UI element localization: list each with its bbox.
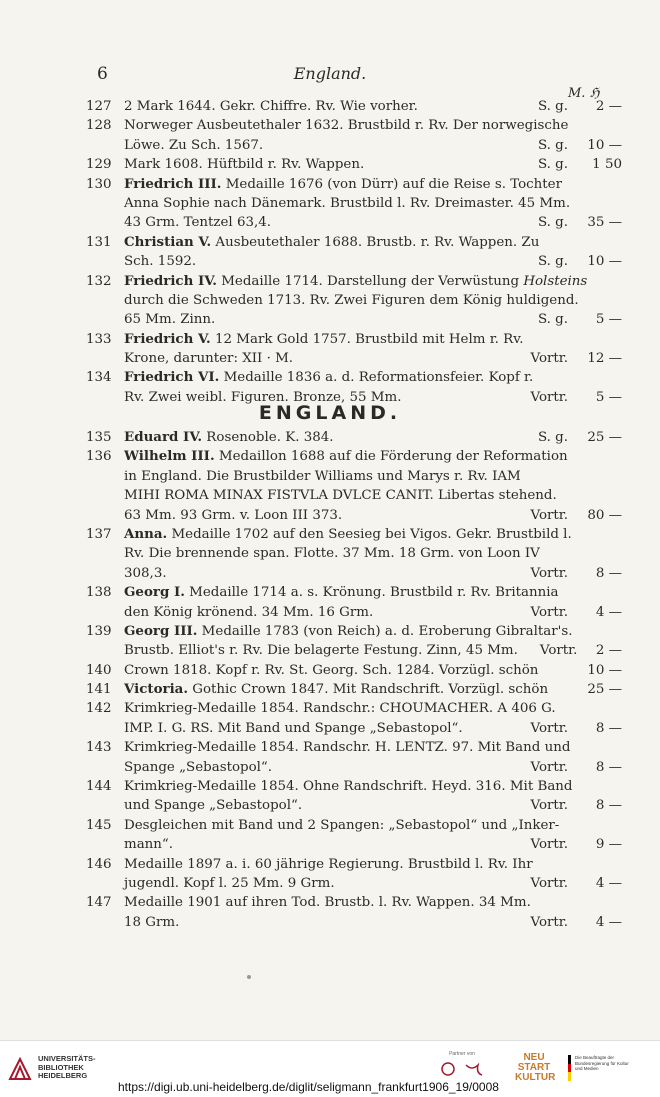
ub-heidelberg-icon bbox=[8, 1055, 32, 1081]
entry-last-line bbox=[124, 428, 626, 447]
catalog-entry bbox=[86, 622, 626, 661]
lot-number: 127 bbox=[86, 99, 112, 114]
lot-price: 8 — bbox=[595, 798, 622, 814]
entry-text-line: Friedrich V. 12 Mark Gold 1757. Brustbild mit Helm r. Rv. bbox=[124, 330, 524, 347]
entries-england bbox=[86, 428, 626, 932]
entry-last-line bbox=[124, 213, 626, 232]
catalog-entry bbox=[86, 661, 626, 680]
catalog-entry bbox=[86, 525, 626, 583]
provenance-marker: Vortr. bbox=[539, 643, 578, 659]
lot-number: 141 bbox=[86, 682, 112, 698]
provenance-marker: Vortr. bbox=[530, 507, 568, 523]
entry-text-line: Krimkrieg-Medaille 1854. Randschr.: CHOUMACHER. A 406 G. bbox=[124, 701, 556, 717]
catalog-entry bbox=[86, 680, 626, 699]
section-title: ENGLAND. bbox=[258, 402, 402, 424]
entry-text-line: Norweger Ausbeutethaler 1632. Brustbild r. Rv. Der norwegische bbox=[124, 118, 569, 134]
bkm-logo[interactable] bbox=[568, 1055, 635, 1081]
entry-text-line: Desgleichen mit Band und 2 Spangen: „Sebastopol“ und „Inker- bbox=[124, 817, 560, 833]
lot-price: 4 — bbox=[595, 914, 622, 930]
neustart-line-1: NEU bbox=[523, 1052, 545, 1063]
catalog-entry bbox=[86, 583, 626, 622]
partner-emblem-icon bbox=[432, 1057, 492, 1079]
catalog-entry bbox=[86, 330, 626, 369]
entry-text-line: mann“. bbox=[124, 837, 174, 853]
lot-number: 129 bbox=[86, 157, 112, 173]
catalog-entry bbox=[86, 777, 626, 816]
catalog-entry bbox=[86, 893, 626, 932]
entry-last-line bbox=[124, 913, 626, 932]
lot-price: 25 — bbox=[587, 682, 622, 698]
lot-price: 4 — bbox=[595, 875, 622, 891]
entry-text-line: Anna. Medaille 1702 auf den Seesieg bei Vigos. Gekr. Brustbild l. bbox=[124, 525, 572, 542]
lot-number: 146 bbox=[86, 856, 112, 872]
catalog-entry bbox=[86, 699, 626, 738]
catalog-entry bbox=[86, 155, 626, 174]
entry-last-line bbox=[124, 758, 626, 777]
lot-price: 8 — bbox=[595, 759, 622, 775]
entry-text-line: 18 Grm. bbox=[124, 914, 180, 930]
lot-number: 142 bbox=[86, 701, 112, 717]
provenance-marker: S. g. bbox=[537, 137, 568, 153]
lot-price: 9 — bbox=[595, 837, 622, 853]
entry-last-line bbox=[124, 155, 626, 174]
entry-text-line: den König krönend. 34 Mm. 16 Grm. bbox=[124, 604, 374, 620]
entry-text-line: 63 Mm. 93 Grm. v. Loon III 373. bbox=[124, 507, 343, 523]
partner-label: Partner von bbox=[449, 1051, 475, 1057]
running-title: England. bbox=[293, 64, 367, 83]
entry-text-line: Rv. Zwei weibl. Figuren. Bronze, 55 Mm. bbox=[124, 389, 402, 405]
catalog-entry bbox=[86, 855, 626, 894]
lot-price: 1 50 bbox=[592, 157, 622, 173]
entry-text-line: Friedrich IV. Medaille 1714. Darstellung der Verwüstung Holsteins bbox=[124, 272, 588, 289]
lot-price: 10 — bbox=[587, 662, 622, 678]
lot-price: 8 — bbox=[595, 565, 622, 581]
entry-last-line bbox=[124, 564, 626, 583]
entry-text-line: Friedrich VI. Medaille 1836 a. d. Reformationsfeier. Kopf r. bbox=[124, 369, 534, 386]
lot-number: 134 bbox=[86, 370, 112, 386]
entries-denmark bbox=[86, 97, 626, 407]
university-library-logo[interactable] bbox=[8, 1055, 96, 1081]
provenance-marker: S. g. bbox=[537, 312, 568, 328]
entry-last-line bbox=[124, 680, 626, 699]
entry-text-line: IMP. I. G. RS. Mit Band und Spange „Sebastopol“. bbox=[124, 720, 463, 736]
entry-text-line: 43 Grm. Tentzel 63,4. bbox=[124, 215, 272, 231]
entry-last-line bbox=[124, 835, 626, 854]
ub-line-2: BIBLIOTHEK bbox=[38, 1062, 84, 1072]
partner-logos[interactable] bbox=[432, 1051, 492, 1081]
provenance-marker: Vortr. bbox=[530, 604, 568, 620]
provenance-marker: Vortr. bbox=[530, 875, 568, 891]
entry-text-line: Christian V. Ausbeutethaler 1688. Brustb. r. Rv. Wappen. Zu bbox=[124, 233, 540, 250]
catalog-entry bbox=[86, 233, 626, 272]
provenance-marker bbox=[538, 661, 586, 680]
entry-text-line: Georg I. Medaille 1714 a. s. Krönung. Brustbild r. Rv. Britannia bbox=[124, 584, 559, 601]
page-mark bbox=[247, 975, 251, 979]
catalog-entry bbox=[86, 816, 626, 855]
lot-price: 5 — bbox=[595, 389, 622, 405]
lot-price: 25 — bbox=[587, 430, 622, 445]
ub-line-3: HEIDELBERG bbox=[38, 1071, 88, 1081]
catalog-entry bbox=[86, 175, 626, 233]
entry-last-line bbox=[124, 796, 626, 815]
provenance-marker: Vortr. bbox=[530, 565, 568, 581]
catalog-entry bbox=[86, 272, 626, 330]
entry-text-line: Rv. Die brennende span. Flotte. 37 Mm. 18 Grm. von Loon IV bbox=[124, 546, 540, 562]
provenance-marker: Vortr. bbox=[530, 798, 568, 814]
entry-text-line: Medaille 1897 a. i. 60 jährige Regierung. Brustbild l. Rv. Ihr bbox=[124, 856, 533, 872]
lot-number: 128 bbox=[86, 118, 112, 134]
entry-last-line bbox=[124, 661, 626, 680]
catalog-entry bbox=[86, 738, 626, 777]
entry-last-line bbox=[124, 136, 626, 155]
entry-text-line: Crown 1818. Kopf r. Rv. St. Georg. Sch. 1284. Vorzügl. schön bbox=[124, 662, 539, 678]
currency-column-label: M. ℌ bbox=[568, 86, 600, 101]
lot-price: 10 — bbox=[587, 137, 622, 153]
entry-text-line: Krone, darunter: XII · M. bbox=[124, 351, 294, 367]
provenance-marker: Vortr. bbox=[530, 720, 568, 736]
entry-text-line: Wilhelm III. Medaillon 1688 auf die Förderung der Reformation bbox=[124, 448, 568, 465]
entry-last-line bbox=[124, 603, 626, 622]
entry-text-line: Anna Sophie nach Dänemark. Brustbild l. Rv. Dreimaster. 45 Mm. bbox=[124, 195, 571, 211]
catalog-entry bbox=[86, 447, 626, 525]
neustart-line-2: START bbox=[517, 1062, 551, 1073]
entry-text-line: Friedrich III. Medaille 1676 (von Dürr) auf die Reise s. Tochter bbox=[124, 175, 563, 192]
lot-price: 80 — bbox=[587, 507, 622, 523]
lot-price: 35 — bbox=[587, 215, 622, 231]
catalog-entry bbox=[86, 97, 626, 116]
lot-number: 136 bbox=[86, 449, 112, 465]
ub-line-1: UNIVERSITÄTS- bbox=[38, 1054, 96, 1064]
provenance-marker: Vortr. bbox=[530, 837, 568, 853]
entry-text-line: Georg III. Medaille 1783 (von Reich) a. d. Eroberung Gibraltar's. bbox=[124, 622, 573, 639]
lot-number: 140 bbox=[86, 662, 112, 678]
lot-price: 10 — bbox=[587, 254, 622, 270]
catalog-entry bbox=[86, 428, 626, 447]
lot-number: 135 bbox=[86, 430, 112, 445]
bkm-text: Die Beauftragte der Bundesregierung für Kultur und Medien bbox=[575, 1055, 629, 1071]
lot-number: 145 bbox=[86, 817, 112, 833]
lot-number: 130 bbox=[86, 176, 112, 192]
lot-price: 12 — bbox=[587, 351, 622, 367]
lot-number: 137 bbox=[86, 526, 112, 542]
provenance-marker: S. g. bbox=[537, 99, 568, 114]
entry-text-line: MIHI ROMA MINAX FISTVLA DVLCE CANIT. Libertas stehend. bbox=[124, 488, 557, 504]
lot-number: 143 bbox=[86, 740, 112, 756]
provenance-marker: Vortr. bbox=[530, 914, 568, 930]
entry-text-line: Krimkrieg-Medaille 1854. Randschr. H. LENTZ. 97. Mit Band und bbox=[124, 740, 571, 756]
provenance-marker: S. g. bbox=[537, 157, 568, 173]
catalog-entry bbox=[86, 116, 626, 155]
entry-text-line: 308,3. bbox=[124, 565, 167, 581]
lot-price: 8 — bbox=[595, 720, 622, 736]
provenance-marker: S. g. bbox=[537, 430, 568, 445]
entry-text-line: und Spange „Sebastopol“. bbox=[124, 798, 303, 814]
entry-last-line bbox=[124, 349, 626, 368]
entry-text-line: Eduard IV. Rosenoble. K. 384. bbox=[124, 429, 334, 445]
entry-last-line bbox=[124, 97, 626, 116]
provenance-marker bbox=[548, 680, 587, 699]
page-url[interactable]: https://digi.ub.uni-heidelberg.de/diglit/seligmann_frankfurt1906_19/0008 bbox=[118, 1080, 499, 1094]
entry-text-line: Löwe. Zu Sch. 1567. bbox=[124, 137, 264, 153]
entry-last-line bbox=[124, 719, 626, 738]
provenance-marker: Vortr. bbox=[530, 351, 568, 367]
lot-number: 138 bbox=[86, 585, 112, 601]
entry-text-line: Spange „Sebastopol“. bbox=[124, 759, 273, 775]
entry-last-line bbox=[124, 252, 626, 271]
lot-price: 5 — bbox=[595, 312, 622, 328]
lot-number: 147 bbox=[86, 895, 112, 911]
entry-text-line: 65 Mm. Zinn. bbox=[124, 312, 216, 328]
provenance-marker: S. g. bbox=[537, 215, 568, 231]
lot-number: 132 bbox=[86, 273, 112, 289]
entry-text-line: jugendl. Kopf l. 25 Mm. 9 Grm. bbox=[124, 875, 335, 891]
german-flag-icon bbox=[568, 1055, 571, 1081]
entry-last-line bbox=[124, 641, 626, 660]
entry-text-line: Victoria. Gothic Crown 1847. Mit Randschrift. Vorzügl. schön bbox=[124, 681, 549, 698]
entry-text-line: 2 Mark 1644. Gekr. Chiffre. Rv. Wie vorher. bbox=[124, 99, 418, 114]
entry-text-line: in England. Die Brustbilder Williams und Marys r. Rv. IAM bbox=[124, 468, 521, 484]
entry-text-line: Brustb. Elliot's r. Rv. Die belagerte Festung. Zinn, 45 Mm. bbox=[124, 643, 518, 659]
entry-text-line: Medaille 1901 auf ihren Tod. Brustb. l. Rv. Wappen. 34 Mm. bbox=[124, 895, 531, 911]
lot-number: 139 bbox=[86, 623, 112, 639]
entry-last-line bbox=[124, 506, 626, 525]
lot-price: 4 — bbox=[595, 604, 622, 620]
entry-text-line: Mark 1608. Hüftbild r. Rv. Wappen. bbox=[124, 157, 365, 173]
lot-number: 131 bbox=[86, 234, 112, 250]
provenance-marker: Vortr. bbox=[530, 759, 568, 775]
provenance-marker: S. g. bbox=[537, 254, 568, 270]
entry-text-line: Sch. 1592. bbox=[124, 254, 197, 270]
lot-price: 2 — bbox=[595, 643, 622, 659]
entry-last-line bbox=[124, 310, 626, 329]
page-number: 6 bbox=[97, 64, 108, 84]
neustart-line-3: KULTUR bbox=[515, 1072, 556, 1083]
lot-price: 2 — bbox=[595, 99, 622, 114]
entry-text-line: durch die Schweden 1713. Rv. Zwei Figuren dem König huldigend. bbox=[124, 292, 579, 308]
lot-number: 133 bbox=[86, 331, 112, 347]
provenance-marker: Vortr. bbox=[530, 389, 568, 405]
lot-number: 144 bbox=[86, 779, 112, 795]
entry-text-line: Krimkrieg-Medaille 1854. Ohne Randschrift. Heyd. 316. Mit Band bbox=[124, 779, 573, 795]
entry-last-line bbox=[124, 874, 626, 893]
neustart-kultur-logo[interactable] bbox=[515, 1052, 556, 1083]
